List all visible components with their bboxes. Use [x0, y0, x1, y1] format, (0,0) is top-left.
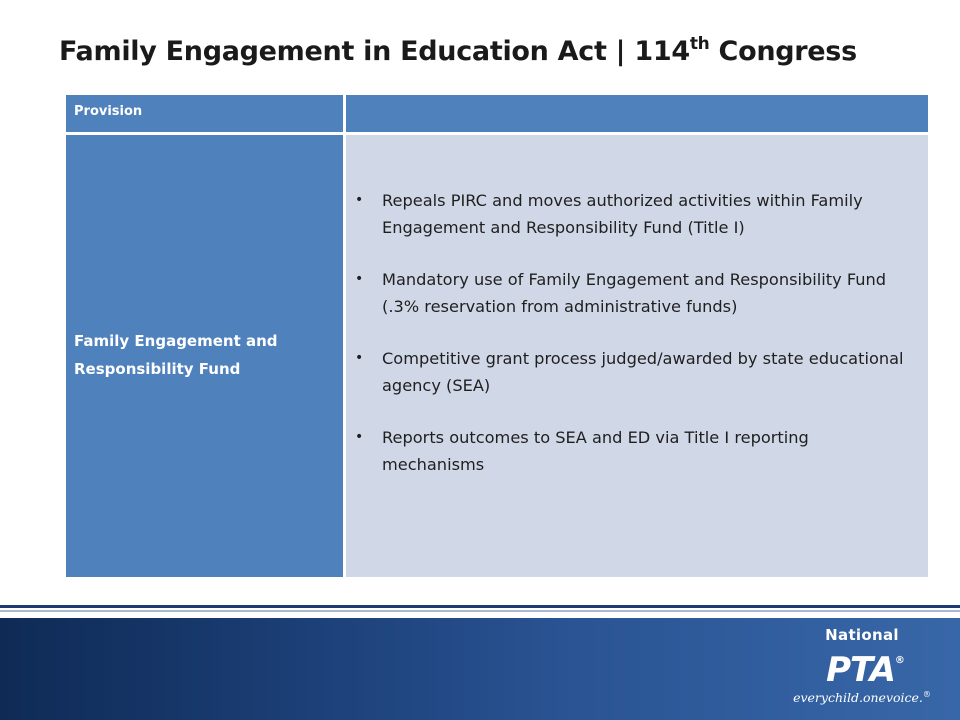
national-pta-logo: [782, 624, 942, 714]
bullet-icon: •: [355, 350, 364, 366]
footer-divider-light: [0, 610, 960, 612]
list-item: [346, 266, 906, 320]
list-item: [346, 187, 906, 241]
logo-registered-mark: ®: [894, 655, 904, 666]
logo-tagline: everychild.onevoice.®: [793, 690, 931, 705]
list-item: [346, 424, 906, 478]
title-end: Congress: [709, 36, 857, 67]
table-row-label-cell: [66, 135, 343, 577]
provision-table: [66, 95, 928, 577]
table-header-cell-details: [346, 95, 928, 132]
title-superscript: th: [689, 34, 710, 54]
bullet-icon: •: [355, 192, 364, 208]
logo-pta-text: PTA®: [826, 650, 904, 690]
slide-title: [59, 36, 857, 67]
logo-national-text: National: [825, 626, 899, 644]
bullet-icon: •: [355, 429, 364, 445]
bullet-text: Repeals PIRC and moves authorized activities within Family Engagement and Responsibility Fund (Title I): [382, 191, 863, 237]
bullet-text: Mandatory use of Family Engagement and Responsibility Fund (.3% reservation from administrative funds): [382, 270, 887, 316]
bullet-text: Competitive grant process judged/awarded by state educational agency (SEA): [382, 349, 904, 395]
row-label: Family Engagement and Responsibility Fund: [74, 332, 278, 378]
footer-band: [0, 618, 960, 720]
table-header-label: Provision: [74, 104, 143, 119]
footer-divider: [0, 605, 960, 608]
table-row-details-cell: [346, 135, 928, 577]
title-main: Family Engagement in Education Act | 114: [59, 36, 690, 67]
bullet-icon: •: [355, 271, 364, 287]
list-item: [346, 345, 906, 399]
bullet-list: [346, 187, 906, 503]
bullet-text: Reports outcomes to SEA and ED via Title I reporting mechanisms: [382, 428, 809, 474]
table-header-cell-provision: [66, 95, 343, 132]
